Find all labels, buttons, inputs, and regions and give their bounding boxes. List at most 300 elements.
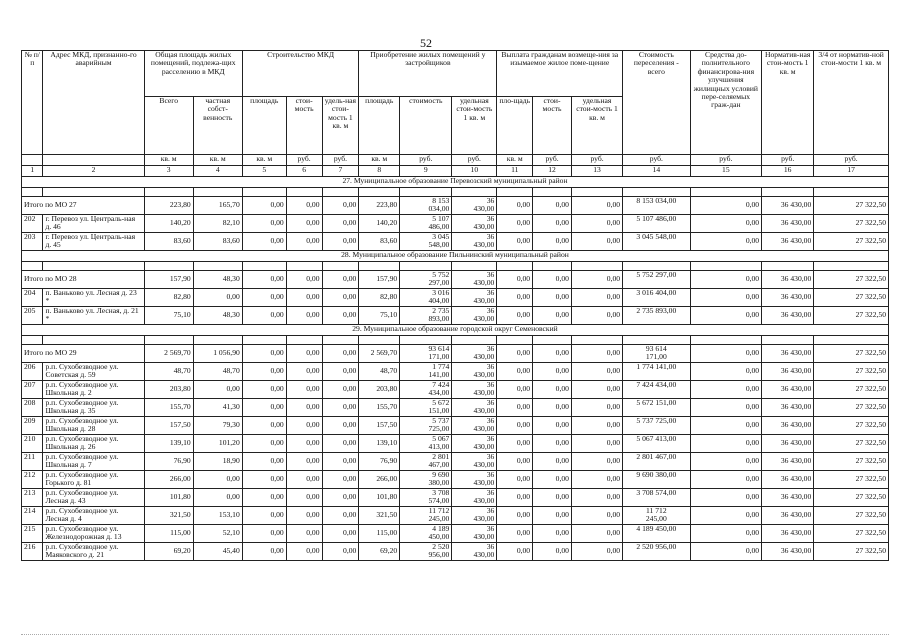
cell-area-total: 203,80 [144,381,193,399]
unit-cell: кв. м [144,155,193,166]
cell-purchase-cost [400,381,452,399]
cell-comp-cost: 0,00 [533,381,572,399]
cell-comp-unit-cost: 0,00 [571,489,622,507]
header-purchase-cost: стоимость [400,97,452,155]
cell-purchase-cost [400,307,452,325]
unit-cell: руб. [452,155,497,166]
cell-resettlement-cost [623,525,690,543]
cell-purchase-cost-line2: 956,00 [428,550,450,560]
cell-purchase-cost-line1: 2 735 [432,306,450,315]
cell-norm-cost: 36 430,00 [762,543,814,561]
cell-purchase-area: 321,50 [359,507,400,525]
cell-purchase-unit-cost-line1: 36 [486,196,495,205]
row-number: 206 [22,363,43,381]
cell-comp-area: 0,00 [497,289,533,307]
cell-purchase-cost-line2: 034,00 [428,204,450,214]
cell-build-area: 0,00 [242,489,286,507]
table-header [22,51,889,177]
cell-comp-area: 0,00 [497,233,533,251]
row-address: р.п. Сухобезводное ул. Школьная д. 26 [43,435,144,453]
cell-extra-funding: 0,00 [690,381,762,399]
cell-purchase-cost [400,543,452,561]
cell-resettlement-cost [623,307,690,325]
spacer-cell [497,262,533,271]
cell-build-unit-cost: 0,00 [322,417,359,435]
row-address: п. Ваньково ул. Лесная д. 23 * [43,289,144,307]
cell-area-private: 153,10 [193,507,242,525]
column-number: 3 [144,166,193,177]
cell-comp-unit-cost: 0,00 [571,289,622,307]
header-index: № п/п [22,51,43,155]
cell-build-area: 0,00 [242,381,286,399]
cell-build-area: 0,00 [242,289,286,307]
spacer-cell [43,262,144,271]
cell-resettlement-cost [623,543,690,561]
cell-resettlement-cost-line1: 1 774 141,00 [636,362,677,371]
cell-purchase-unit-cost-line2: 430,00 [473,496,495,506]
cell-resettlement-cost-line1: 5 107 486,00 [636,214,677,223]
cell-purchase-unit-cost [452,543,497,561]
unit-cell: руб. [623,155,690,166]
cell-purchase-unit-cost-line1: 36 [486,214,495,223]
cell-purchase-unit-cost-line1: 36 [486,362,495,371]
cell-purchase-cost-line2: 171,00 [428,352,450,362]
cell-build-cost: 0,00 [286,233,322,251]
cell-purchase-cost-line1: 5 737 [432,416,450,425]
cell-extra-funding: 0,00 [690,271,762,289]
row-number: 207 [22,381,43,399]
cell-purchase-unit-cost [452,271,497,289]
header-resettlement-cost: Стоимость переселения - всего [623,51,690,155]
cell-comp-unit-cost: 0,00 [571,307,622,325]
cell-build-unit-cost: 0,00 [322,307,359,325]
cell-build-area: 0,00 [242,435,286,453]
cell-purchase-unit-cost-line1: 36 [486,380,495,389]
cell-area-private: 48,30 [193,271,242,289]
cell-comp-area: 0,00 [497,417,533,435]
row-address: р.п. Сухобезводное ул. Лесная д. 4 [43,507,144,525]
cell-purchase-cost-line2: 486,00 [428,222,450,232]
cell-three-quarters-norm: 27 322,50 [814,233,889,251]
spacer-cell [400,336,452,345]
cell-extra-funding: 0,00 [690,507,762,525]
cell-purchase-unit-cost [452,345,497,363]
cell-comp-unit-cost: 0,00 [571,345,622,363]
cell-purchase-unit-cost-line1: 36 [486,344,495,353]
cell-comp-area: 0,00 [497,307,533,325]
row-address: р.п. Сухобезводное ул. Советская д. 59 [43,363,144,381]
cell-extra-funding: 0,00 [690,453,762,471]
column-number: 7 [322,166,359,177]
spacer-cell [814,262,889,271]
cell-extra-funding: 0,00 [690,363,762,381]
cell-comp-cost: 0,00 [533,233,572,251]
cell-norm-cost: 36 430,00 [762,197,814,215]
cell-purchase-cost-line1: 4 189 [432,524,450,533]
cell-purchase-cost-line2: 548,00 [428,240,450,250]
cell-norm-cost: 36 430,00 [762,399,814,417]
cell-purchase-unit-cost [452,289,497,307]
cell-norm-cost: 36 430,00 [762,507,814,525]
cell-purchase-cost [400,289,452,307]
cell-purchase-cost [400,471,452,489]
cell-build-area: 0,00 [242,363,286,381]
cell-comp-area: 0,00 [497,435,533,453]
cell-build-unit-cost: 0,00 [322,453,359,471]
cell-area-total: 157,90 [144,271,193,289]
cell-norm-cost: 36 430,00 [762,271,814,289]
spacer-cell [22,262,43,271]
cell-area-total: 2 569,70 [144,345,193,363]
cell-build-area: 0,00 [242,507,286,525]
cell-purchase-unit-cost [452,453,497,471]
header-purchase-area: площадь [359,97,400,155]
unit-cell: руб. [571,155,622,166]
cell-purchase-unit-cost-line1: 36 [486,416,495,425]
header-norm-cost: Норматив-ная стои-мость 1 кв. м [762,51,814,155]
table-row [22,543,889,561]
table-row [22,435,889,453]
page-number: 52 [420,36,432,50]
cell-resettlement-cost [623,399,690,417]
column-number: 1 [22,166,43,177]
cell-build-unit-cost: 0,00 [322,345,359,363]
cell-build-cost: 0,00 [286,489,322,507]
cell-purchase-area: 155,70 [359,399,400,417]
cell-resettlement-cost [623,363,690,381]
cell-area-total: 155,70 [144,399,193,417]
cell-purchase-cost [400,345,452,363]
header-build-area: площадь [242,97,286,155]
cell-purchase-unit-cost-line1: 36 [486,488,495,497]
row-number: 204 [22,289,43,307]
spacer-row [22,262,889,271]
unit-cell: руб. [814,155,889,166]
cell-comp-cost: 0,00 [533,489,572,507]
unit-cell: руб. [533,155,572,166]
cell-build-area: 0,00 [242,525,286,543]
cell-purchase-cost-line1: 7 424 [432,380,450,389]
spacer-cell [193,188,242,197]
spacer-cell [690,336,762,345]
total-label: Итого по МО 28 [22,271,145,289]
cell-comp-cost: 0,00 [533,417,572,435]
cell-extra-funding: 0,00 [690,489,762,507]
cell-purchase-unit-cost-line2: 430,00 [473,514,495,524]
section-title: 28. Муниципальное образование Пильнинский муниципальный район [22,251,889,262]
total-row [22,271,889,289]
header-construction: Строительство МКД [242,51,359,97]
spacer-cell [242,188,286,197]
spacer-cell [571,262,622,271]
cell-purchase-unit-cost [452,417,497,435]
cell-purchase-cost-line2: 893,00 [428,314,450,324]
cell-area-private: 45,40 [193,543,242,561]
spacer-cell [814,188,889,197]
cell-resettlement-cost-line2: 171,00 [645,352,667,362]
header-extra-funding: Средства до-полнительного финансирова-ния улучшения жилищных условий пере-селяемых граж-дан [690,51,762,155]
spacer-cell [193,336,242,345]
cell-comp-cost: 0,00 [533,215,572,233]
unit-cell: кв. м [359,155,400,166]
cell-purchase-cost-line1: 5 067 [432,434,450,443]
cell-purchase-unit-cost [452,215,497,233]
section-row [22,325,889,336]
unit-cell: руб. [400,155,452,166]
cell-resettlement-cost-line1: 4 189 450,00 [636,524,677,533]
column-number: 13 [571,166,622,177]
spacer-cell [193,262,242,271]
cell-extra-funding: 0,00 [690,197,762,215]
cell-purchase-cost-line2: 380,00 [428,478,450,488]
cell-purchase-cost [400,215,452,233]
cell-purchase-unit-cost-line2: 430,00 [473,296,495,306]
cell-comp-area: 0,00 [497,489,533,507]
cell-comp-cost: 0,00 [533,289,572,307]
cell-purchase-cost [400,525,452,543]
cell-purchase-unit-cost-line2: 430,00 [473,352,495,362]
cell-area-private: 1 056,90 [193,345,242,363]
cell-area-total: 69,20 [144,543,193,561]
cell-build-area: 0,00 [242,197,286,215]
column-number: 5 [242,166,286,177]
cell-purchase-unit-cost-line1: 36 [486,506,495,515]
cell-purchase-unit-cost-line2: 430,00 [473,406,495,416]
cell-purchase-unit-cost-line2: 430,00 [473,370,495,380]
cell-extra-funding: 0,00 [690,215,762,233]
header-purchase: Приобретение жилых помещений у застройщиков [359,51,497,97]
spacer-cell [242,262,286,271]
cell-purchase-cost-line1: 3 016 [432,288,450,297]
cell-build-area: 0,00 [242,233,286,251]
cell-purchase-area: 101,80 [359,489,400,507]
cell-three-quarters-norm: 27 322,50 [814,507,889,525]
table-row [22,363,889,381]
cell-purchase-area: 82,80 [359,289,400,307]
row-number: 216 [22,543,43,561]
cell-comp-cost: 0,00 [533,507,572,525]
header-build-unit-cost: удель-ная стои-мость 1 кв. м [322,97,359,155]
cell-purchase-unit-cost [452,471,497,489]
cell-three-quarters-norm: 27 322,50 [814,363,889,381]
cell-purchase-cost [400,489,452,507]
cell-comp-unit-cost: 0,00 [571,233,622,251]
cell-build-unit-cost: 0,00 [322,215,359,233]
cell-build-cost: 0,00 [286,215,322,233]
cell-area-total: 223,80 [144,197,193,215]
column-number: 15 [690,166,762,177]
cell-comp-cost: 0,00 [533,363,572,381]
resettlement-table [21,50,889,561]
cell-comp-unit-cost: 0,00 [571,435,622,453]
cell-purchase-unit-cost-line2: 430,00 [473,240,495,250]
row-number: 202 [22,215,43,233]
spacer-cell [690,262,762,271]
cell-purchase-area: 75,10 [359,307,400,325]
cell-comp-area: 0,00 [497,363,533,381]
cell-resettlement-cost [623,345,690,363]
cell-resettlement-cost-line1: 7 424 434,00 [636,380,677,389]
cell-comp-cost: 0,00 [533,543,572,561]
cell-comp-unit-cost: 0,00 [571,363,622,381]
cell-norm-cost: 36 430,00 [762,489,814,507]
cell-build-cost: 0,00 [286,363,322,381]
cell-resettlement-cost [623,507,690,525]
cell-three-quarters-norm: 27 322,50 [814,197,889,215]
cell-purchase-cost-line1: 9 690 [432,470,450,479]
column-number: 8 [359,166,400,177]
spacer-cell [762,262,814,271]
cell-norm-cost: 36 430,00 [762,381,814,399]
cell-norm-cost: 36 430,00 [762,453,814,471]
cell-area-total: 321,50 [144,507,193,525]
cell-build-area: 0,00 [242,453,286,471]
cell-three-quarters-norm: 27 322,50 [814,345,889,363]
cell-comp-cost: 0,00 [533,525,572,543]
row-number: 215 [22,525,43,543]
cell-resettlement-cost-line1: 3 045 548,00 [636,232,677,241]
cell-purchase-area: 266,00 [359,471,400,489]
cell-three-quarters-norm: 27 322,50 [814,271,889,289]
cell-purchase-unit-cost-line1: 36 [486,398,495,407]
header-address: Адрес МКД, признанно-го аварийным [43,51,144,155]
cell-purchase-unit-cost [452,399,497,417]
cell-purchase-cost [400,363,452,381]
cell-build-cost: 0,00 [286,543,322,561]
cell-purchase-cost-line1: 8 153 [432,196,450,205]
spacer-cell [242,336,286,345]
page-bottom-edge [21,634,889,635]
cell-build-unit-cost: 0,00 [322,271,359,289]
cell-area-private: 41,30 [193,399,242,417]
cell-area-private: 48,70 [193,363,242,381]
row-number: 213 [22,489,43,507]
cell-norm-cost: 36 430,00 [762,345,814,363]
column-number: 10 [452,166,497,177]
cell-comp-area: 0,00 [497,271,533,289]
header-compensation: Выплата гражданам возмеще-ния за изымаемое жилое поме-щение [497,51,623,97]
cell-purchase-unit-cost-line2: 430,00 [473,222,495,232]
spacer-cell [359,188,400,197]
cell-comp-cost: 0,00 [533,197,572,215]
cell-build-area: 0,00 [242,307,286,325]
total-label: Итого по МО 29 [22,345,145,363]
cell-purchase-unit-cost-line1: 36 [486,542,495,551]
row-address: г. Перевоз ул. Централь-ная д. 46 [43,215,144,233]
cell-area-total: 157,50 [144,417,193,435]
cell-resettlement-cost-line1: 93 614 [645,344,667,353]
cell-purchase-cost [400,197,452,215]
cell-purchase-cost-line1: 3 708 [432,488,450,497]
table-row [22,453,889,471]
cell-purchase-unit-cost-line2: 430,00 [473,424,495,434]
cell-extra-funding: 0,00 [690,307,762,325]
cell-comp-cost: 0,00 [533,453,572,471]
cell-purchase-unit-cost-line1: 36 [486,306,495,315]
cell-purchase-unit-cost-line2: 430,00 [473,550,495,560]
cell-resettlement-cost-line2: 245,00 [645,514,667,524]
cell-purchase-cost-line1: 5 672 [432,398,450,407]
total-row [22,345,889,363]
cell-purchase-cost-line2: 450,00 [428,532,450,542]
spacer-cell [43,336,144,345]
row-address: р.п. Сухобезводное ул. Школьная д. 35 [43,399,144,417]
cell-build-area: 0,00 [242,471,286,489]
cell-build-cost: 0,00 [286,525,322,543]
spacer-cell [43,188,144,197]
column-number: 9 [400,166,452,177]
cell-build-unit-cost: 0,00 [322,289,359,307]
spacer-cell [533,336,572,345]
cell-purchase-cost-line2: 434,00 [428,388,450,398]
cell-resettlement-cost [623,489,690,507]
row-number: 209 [22,417,43,435]
cell-resettlement-cost [623,435,690,453]
cell-comp-cost: 0,00 [533,271,572,289]
cell-comp-unit-cost: 0,00 [571,471,622,489]
section-title: 29. Муниципальное образование городской округ Семеновский [22,325,889,336]
cell-three-quarters-norm: 27 322,50 [814,381,889,399]
spacer-cell [22,188,43,197]
cell-area-private: 83,60 [193,233,242,251]
cell-comp-cost: 0,00 [533,399,572,417]
cell-purchase-cost-line1: 2 801 [432,452,450,461]
spacer-cell [497,336,533,345]
cell-three-quarters-norm: 27 322,50 [814,543,889,561]
cell-three-quarters-norm: 27 322,50 [814,399,889,417]
unit-cell: руб. [322,155,359,166]
cell-build-area: 0,00 [242,399,286,417]
cell-purchase-unit-cost-line2: 430,00 [473,314,495,324]
cell-build-unit-cost: 0,00 [322,399,359,417]
cell-area-total: 139,10 [144,435,193,453]
cell-area-private: 82,10 [193,215,242,233]
cell-purchase-unit-cost [452,197,497,215]
row-address: р.п. Сухобезводное ул. Железнодорожная д. 13 [43,525,144,543]
cell-purchase-cost-line1: 5 107 [432,214,450,223]
cell-comp-unit-cost: 0,00 [571,417,622,435]
unit-cell: кв. м [242,155,286,166]
cell-purchase-unit-cost [452,363,497,381]
spacer-cell [359,262,400,271]
spacer-cell [322,336,359,345]
header-comp-area: пло-щадь [497,97,533,155]
spacer-cell [144,188,193,197]
cell-norm-cost: 36 430,00 [762,525,814,543]
cell-purchase-area: 115,00 [359,525,400,543]
row-number: 208 [22,399,43,417]
spacer-cell [533,262,572,271]
cell-build-unit-cost: 0,00 [322,525,359,543]
row-number: 212 [22,471,43,489]
total-label: Итого по МО 27 [22,197,145,215]
cell-purchase-unit-cost-line1: 36 [486,434,495,443]
spacer-row [22,188,889,197]
header-comp-unit-cost: удельная стои-мость 1 кв. м [571,97,622,155]
table-row [22,525,889,543]
cell-purchase-cost-line1: 3 045 [432,232,450,241]
header-build-cost: стои-мость [286,97,322,155]
cell-comp-unit-cost: 0,00 [571,271,622,289]
row-number: 214 [22,507,43,525]
cell-purchase-cost [400,399,452,417]
cell-purchase-cost [400,507,452,525]
cell-purchase-area: 140,20 [359,215,400,233]
cell-build-area: 0,00 [242,271,286,289]
cell-area-private: 79,30 [193,417,242,435]
cell-purchase-area: 203,80 [359,381,400,399]
cell-purchase-area: 76,90 [359,453,400,471]
